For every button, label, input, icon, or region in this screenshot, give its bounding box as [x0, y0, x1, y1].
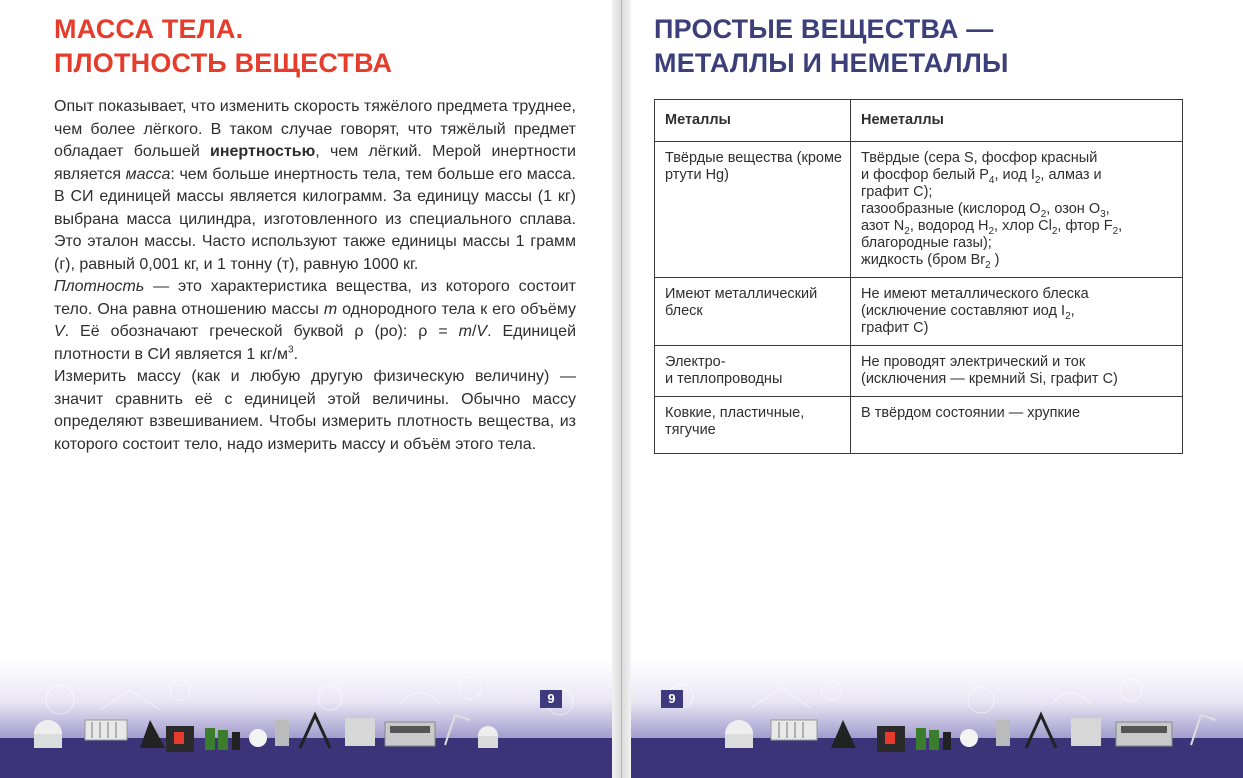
cell-metals-malleable: Ковкие, пластичные, тягучие	[655, 397, 851, 454]
cell-metals-conductivity: Электро- и теплопроводны	[655, 346, 851, 397]
cell-nonmetals-brittle: В твёрдом состоянии — хрупкие	[851, 397, 1183, 454]
left-footer-illustration	[0, 660, 612, 778]
left-page-title	[54, 12, 392, 80]
cell-nonmetals-luster: Не имеют металлического блеска (исключение составляют иод $I_2$, графит C)	[851, 278, 1183, 346]
left-page-number: 9	[540, 690, 562, 708]
table-row	[655, 278, 1183, 346]
metals-nonmetals-table	[654, 99, 1183, 454]
appliances-illustration-icon	[631, 660, 1243, 778]
term-inertia: инертностью	[210, 143, 316, 160]
paragraph-density: Плотность — это характеристика вещества, из которого состоит тело. Она равна отношению массы m однородного тела к его объёму V. Её обозначают греческой буквой ρ (ро): ρ = m/V. Единицей плотности в СИ является 1 $кг/м^3$.	[54, 278, 577, 363]
right-title-line-1: ПРОСТЫЕ ВЕЩЕСТВА —	[654, 14, 994, 44]
cell-nonmetals-conductivity: Не проводят электрический и ток (исключения — кремний Si, графит C)	[851, 346, 1183, 397]
right-footer-illustration	[631, 660, 1243, 778]
table-header-row	[655, 100, 1183, 142]
right-page	[631, 0, 1243, 778]
right-title-line-2: МЕТАЛЛЫ И НЕМЕТАЛЛЫ	[654, 48, 1009, 78]
header-nonmetals: Неметаллы	[851, 100, 1183, 142]
cell-metals-luster: Имеют металлический блеск	[655, 278, 851, 346]
term-mass: масса	[125, 165, 171, 183]
table-row	[655, 142, 1183, 278]
left-body-text	[54, 96, 576, 456]
term-density: Плотность	[54, 278, 145, 295]
cell-nonmetals-state: Твёрдые (сера S, фосфор красный и фосфор белый $P_4$, иод $I_2$, алмаз и графит C); газообразные (кислород $O_2$, озон $O_3$, азот $N_2$, водород $H_2$, хлор $Cl_2$, фтор $F_2$, благородные газы); жидкость (бром $Br_2$ )	[851, 142, 1183, 278]
book-gutter	[612, 0, 631, 778]
right-page-number: 9	[661, 690, 683, 708]
table-row	[655, 346, 1183, 397]
table-row	[655, 397, 1183, 454]
appliances-illustration-icon	[0, 660, 612, 778]
left-title-line-1: МАССА ТЕЛА.	[54, 14, 244, 44]
cell-metals-state: Твёрдые вещества (кроме ртути Hg)	[655, 142, 851, 278]
left-page	[0, 0, 612, 778]
paragraph-inertia: Опыт показывает, что изменить скорость тяжёлого предмета труднее, чем более лёгкого. В таком случае говорят, что тяжёлый предмет обладает большей инертностью, чем лёгкий. Мерой инертности является масса: чем больше инертность тела, тем больше его масса. В СИ единицей массы является килограмм. За единицу массы (1 кг) выбрана масса цилиндра, изготовленного из специального сплава. Это эталон массы. Часто используют также единицы массы 1 грамм (г), равный 0,001 кг, и 1 тонну (т), равную 1000 кг.	[54, 98, 577, 273]
paragraph-measure: Измерить массу (как и любую другую физическую величину) — значит сравнить её с единицей этой величины. Обычно массу определяют взвешиванием. Чтобы измерить плотность вещества, из которого состоит тело, надо измерить массу и объём этого тела.	[54, 368, 576, 453]
right-page-title	[654, 12, 1009, 80]
left-title-line-2: ПЛОТНОСТЬ ВЕЩЕСТВА	[54, 48, 393, 78]
header-metals: Металлы	[655, 100, 851, 142]
